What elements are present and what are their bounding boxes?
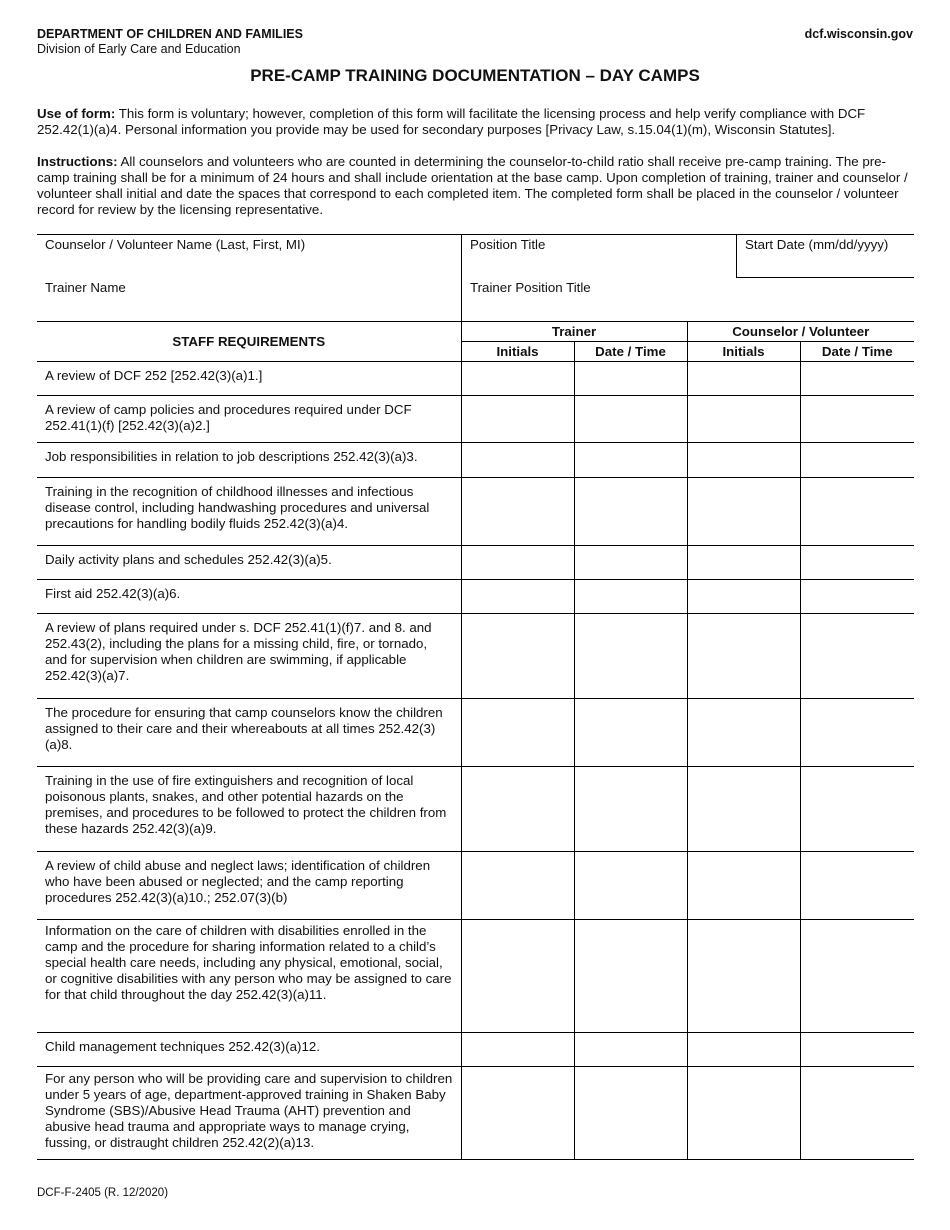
trainer-date-cell[interactable] bbox=[574, 478, 687, 546]
counselor-date-cell[interactable] bbox=[800, 362, 914, 396]
trainer-date-cell[interactable] bbox=[574, 614, 687, 699]
counselor-date-cell[interactable] bbox=[800, 478, 914, 546]
table-row bbox=[37, 546, 914, 580]
counselor-initials-header: Initials bbox=[687, 342, 800, 362]
counselor-initials-cell[interactable] bbox=[687, 546, 800, 580]
requirement-text: Information on the care of children with disabilities enrolled in the camp and the procedure for sharing information related to a child’s special health care needs, including any physical, emotional, social, or cognitive disabilities with any person who may be assigned to care for that child throughout the day 252.42(3)(a)11. bbox=[37, 920, 461, 1033]
trainer-date-cell[interactable] bbox=[574, 396, 687, 443]
trainer-date-cell[interactable] bbox=[574, 546, 687, 580]
trainer-initials-cell[interactable] bbox=[461, 478, 574, 546]
use-of-form-label: Use of form: bbox=[37, 106, 116, 121]
requirement-text: A review of child abuse and neglect laws; identification of children who have been abused or neglected; and the camp reporting procedures 252.42(3)(a)10.; 252.07(3)(b) bbox=[37, 852, 461, 920]
counselor-volunteer-header: Counselor / Volunteer bbox=[687, 322, 914, 342]
department-name: DEPARTMENT OF CHILDREN AND FAMILIES bbox=[37, 27, 303, 41]
counselor-date-cell[interactable] bbox=[800, 443, 914, 478]
trainer-date-cell[interactable] bbox=[574, 1067, 687, 1160]
training-form bbox=[37, 234, 914, 1160]
table-row bbox=[37, 1033, 914, 1067]
staff-requirements-header: STAFF REQUIREMENTS bbox=[37, 322, 461, 362]
trainer-header: Trainer bbox=[461, 322, 687, 342]
table-row bbox=[37, 1067, 914, 1160]
trainer-name-field[interactable] bbox=[37, 278, 461, 321]
counselor-date-cell[interactable] bbox=[800, 1067, 914, 1160]
trainer-initials-cell[interactable] bbox=[461, 767, 574, 852]
table-row bbox=[37, 614, 914, 699]
use-of-form-text: This form is voluntary; however, completion of this form will facilitate the licensing process and help verify compliance with DCF 252.42(1)(a)4. Personal information you provide may be used for secondary purposes [Privacy Law, s.15.04(1)(m), Wisconsin Statutes]. bbox=[37, 106, 866, 137]
instructions-text: All counselors and volunteers who are counted in determining the counselor-to-child ratio shall receive pre-camp training. The pre-camp training shall be for a minimum of 24 hours and shall include orientation at the base camp. Upon completion of training, trainer and counselor / volunteer shall initial and date the spaces that correspond to each completed item. The completed form shall be placed in the counselor / volunteer record for review by the licensing representative. bbox=[37, 154, 908, 217]
requirement-text: A review of DCF 252 [252.42(3)(a)1.] bbox=[37, 362, 461, 396]
trainer-date-cell[interactable] bbox=[574, 443, 687, 478]
trainer-initials-cell[interactable] bbox=[461, 362, 574, 396]
counselor-initials-cell[interactable] bbox=[687, 1067, 800, 1160]
trainer-date-cell[interactable] bbox=[574, 362, 687, 396]
counselor-initials-cell[interactable] bbox=[687, 920, 800, 1033]
position-title-label: Position Title bbox=[470, 237, 546, 252]
counselor-date-cell[interactable] bbox=[800, 580, 914, 614]
counselor-name-label: Counselor / Volunteer Name (Last, First, MI) bbox=[45, 237, 306, 252]
trainer-date-cell[interactable] bbox=[574, 699, 687, 767]
counselor-initials-cell[interactable] bbox=[687, 580, 800, 614]
trainer-initials-cell[interactable] bbox=[461, 396, 574, 443]
instructions-label: Instructions: bbox=[37, 154, 118, 169]
trainer-initials-cell[interactable] bbox=[461, 580, 574, 614]
table-row bbox=[37, 443, 914, 478]
instructions-paragraph bbox=[37, 154, 913, 218]
counselor-date-cell[interactable] bbox=[800, 546, 914, 580]
table-row bbox=[37, 478, 914, 546]
counselor-initials-cell[interactable] bbox=[687, 852, 800, 920]
requirement-text: Training in the recognition of childhood illnesses and infectious disease control, including handwashing procedures and universal precautions for handling bodily fluids 252.42(3)(a)4. bbox=[37, 478, 461, 546]
table-row bbox=[37, 852, 914, 920]
counselor-date-cell[interactable] bbox=[800, 614, 914, 699]
requirement-text: Training in the use of fire extinguishers and recognition of local poisonous plants, snakes, and other potential hazards on the premises, and procedures to be followed to protect the children from these hazards 252.42(3)(a)9. bbox=[37, 767, 461, 852]
table-row bbox=[37, 699, 914, 767]
trainer-initials-cell[interactable] bbox=[461, 699, 574, 767]
trainer-date-header: Date / Time bbox=[574, 342, 687, 362]
counselor-initials-cell[interactable] bbox=[687, 443, 800, 478]
requirements-table bbox=[37, 321, 914, 1160]
counselor-date-cell[interactable] bbox=[800, 920, 914, 1033]
website-link[interactable]: dcf.wisconsin.gov bbox=[804, 27, 913, 41]
trainer-name-label: Trainer Name bbox=[45, 280, 126, 295]
requirement-text: The procedure for ensuring that camp counselors know the children assigned to their care and their whereabouts at all times 252.42(3)(a)8. bbox=[37, 699, 461, 767]
trainer-date-cell[interactable] bbox=[574, 1033, 687, 1067]
counselor-info-row bbox=[37, 234, 914, 278]
counselor-initials-cell[interactable] bbox=[687, 699, 800, 767]
table-row bbox=[37, 362, 914, 396]
trainer-position-label: Trainer Position Title bbox=[470, 280, 591, 295]
division-name: Division of Early Care and Education bbox=[37, 42, 241, 56]
requirement-text: First aid 252.42(3)(a)6. bbox=[37, 580, 461, 614]
trainer-info-row bbox=[37, 278, 914, 321]
counselor-initials-cell[interactable] bbox=[687, 478, 800, 546]
trainer-date-cell[interactable] bbox=[574, 767, 687, 852]
counselor-initials-cell[interactable] bbox=[687, 362, 800, 396]
requirement-text: For any person who will be providing care and supervision to children under 5 years of age, department-approved training in Shaken Baby Syndrome (SBS)/Abusive Head Trauma (AHT) prevention and abusive head trauma and appropriate ways to manage crying, fussing, or distraught children 252.42(2)(a)13. bbox=[37, 1067, 461, 1160]
requirement-text: Daily activity plans and schedules 252.42(3)(a)5. bbox=[37, 546, 461, 580]
trainer-initials-cell[interactable] bbox=[461, 1033, 574, 1067]
trainer-initials-cell[interactable] bbox=[461, 920, 574, 1033]
trainer-date-cell[interactable] bbox=[574, 580, 687, 614]
page-header bbox=[37, 27, 913, 56]
counselor-date-header: Date / Time bbox=[800, 342, 914, 362]
use-of-form-paragraph bbox=[37, 106, 913, 138]
table-row bbox=[37, 767, 914, 852]
trainer-position-field[interactable] bbox=[461, 278, 914, 321]
form-title: PRE-CAMP TRAINING DOCUMENTATION – DAY CAMPS bbox=[250, 66, 700, 85]
form-number-footer: DCF-F-2405 (R. 12/2020) bbox=[37, 1187, 169, 1199]
counselor-date-cell[interactable] bbox=[800, 396, 914, 443]
counselor-initials-cell[interactable] bbox=[687, 1033, 800, 1067]
trainer-initials-cell[interactable] bbox=[461, 546, 574, 580]
start-date-field[interactable] bbox=[736, 235, 914, 278]
requirement-text: A review of plans required under s. DCF 252.41(1)(f)7. and 8. and 252.43(2), including the plans for a missing child, fire, or tornado, and for supervision when children are swimming, if applicable 252.42(3)(a)7. bbox=[37, 614, 461, 699]
trainer-initials-header: Initials bbox=[461, 342, 574, 362]
start-date-label: Start Date (mm/dd/yyyy) bbox=[745, 237, 889, 252]
counselor-date-cell[interactable] bbox=[800, 767, 914, 852]
counselor-initials-cell[interactable] bbox=[687, 767, 800, 852]
counselor-date-cell[interactable] bbox=[800, 699, 914, 767]
trainer-initials-cell[interactable] bbox=[461, 1067, 574, 1160]
counselor-initials-cell[interactable] bbox=[687, 614, 800, 699]
requirement-text: A review of camp policies and procedures required under DCF 252.41(1)(f) [252.42(3)(a)2.] bbox=[37, 396, 461, 443]
table-row bbox=[37, 920, 914, 1033]
trainer-initials-cell[interactable] bbox=[461, 852, 574, 920]
counselor-date-cell[interactable] bbox=[800, 1033, 914, 1067]
position-title-field[interactable] bbox=[461, 235, 736, 278]
counselor-name-field[interactable] bbox=[37, 235, 461, 278]
counselor-date-cell[interactable] bbox=[800, 852, 914, 920]
trainer-initials-cell[interactable] bbox=[461, 443, 574, 478]
counselor-initials-cell[interactable] bbox=[687, 396, 800, 443]
requirement-text: Job responsibilities in relation to job descriptions 252.42(3)(a)3. bbox=[37, 443, 461, 478]
requirement-text: Child management techniques 252.42(3)(a)12. bbox=[37, 1033, 461, 1067]
trainer-initials-cell[interactable] bbox=[461, 614, 574, 699]
table-row bbox=[37, 396, 914, 443]
trainer-date-cell[interactable] bbox=[574, 920, 687, 1033]
table-row bbox=[37, 580, 914, 614]
trainer-date-cell[interactable] bbox=[574, 852, 687, 920]
